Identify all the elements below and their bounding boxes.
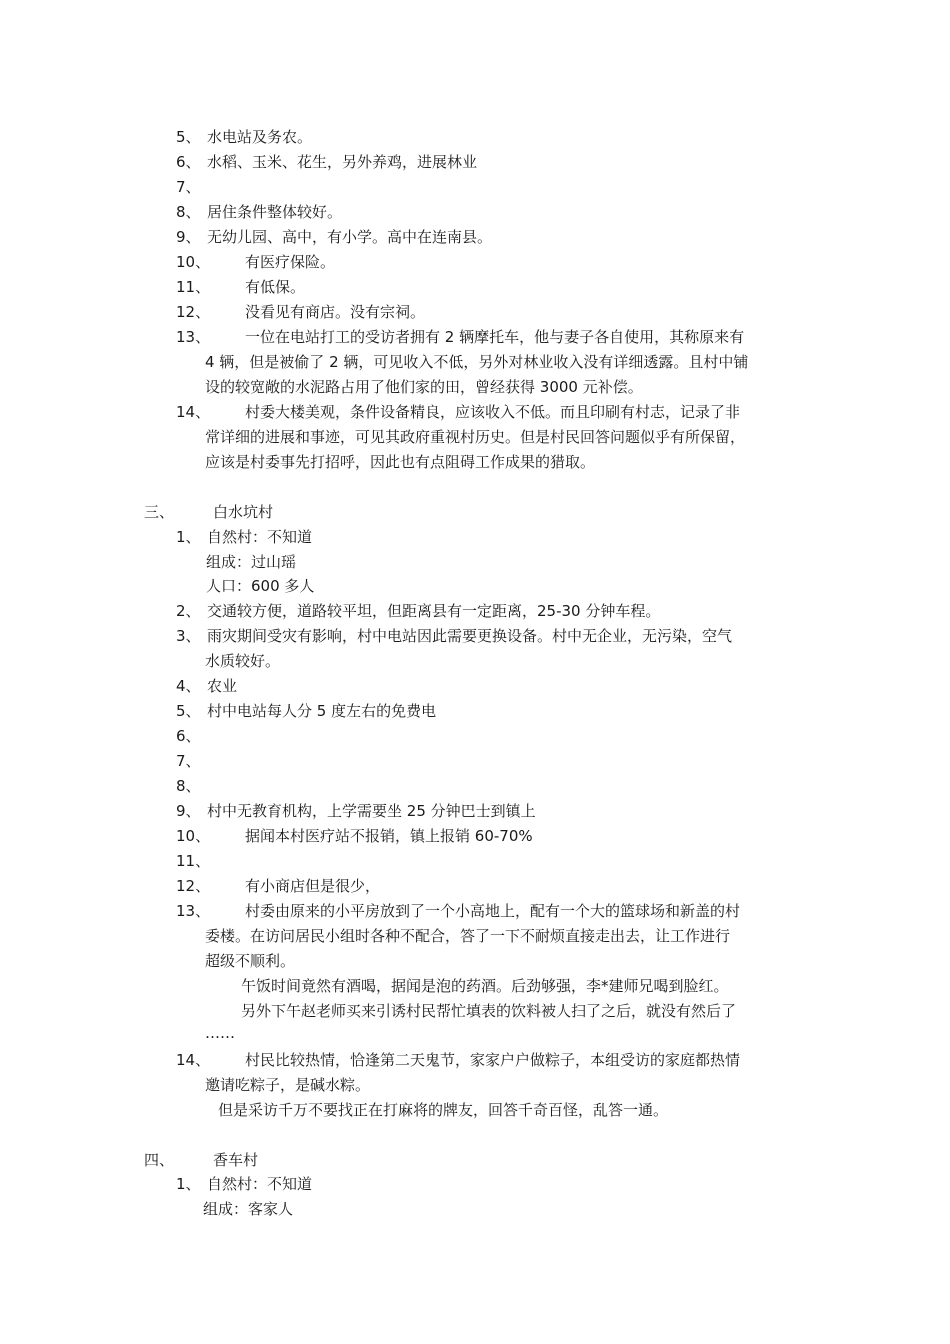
document-page: 5、 水电站及务农。 6、 水稻、玉米、花生，另外养鸡，进展林业 7、 8、 居住条件整体较好。 9、 无幼儿园、高中，有小学。高中在连南县。 10、 有医疗保险。 11、 有低保。 12、 没看见有商店。没有宗祠。 13、 一位在电站打工的受访者拥有 2 辆摩托车，他与妻子各自使用，其称原来有 4 辆，但是被偷了 2 辆，可见收入不低，另外对林业收入没有详细透露。且村中铺 设的较宽敞的水泥路占用了他们家的田，曾经获得 3000 元补偿。 14、 村委大楼美观，条件设备精良，应该收入不低。而且印刷有村志，记录了非 常详细的进展和事迹，可见其政府重视村历史。但是村民回答问题似乎有所保留， 应该是村委事先打招呼，因此也有点阻碍工作成果的猎取。 三、 白水坑村 1、 自然村：不知道 组成：过山瑶 人口：600 多人 2、 交通较方便，道路较平坦，但距离县有一定距离，25-30 分钟车程。 3、 雨灾期间受灾有影响，村中电站因此需要更换设备。村中无企业，无污染，空气 水质较好。 4、 农业 5、 村中电站每人分 5 度左右的免费电 6、 7、 8、 9、 村中无教育机构，上学需要坐 25 分钟巴士到镇上 10、 据闻本村医疗站不报销，镇上报销 60-70% 11、 12、 有小商店但是很少， 13、 村委由原来的小平房放到了一个小高地上，配有一个大的篮球场和新盖的村 委楼。在访问居民小组时各种不配合，答了一下不耐烦直接走出去，让工作进行 超级不顺利。 午饭时间竟然有酒喝，据闻是泡的药酒。后劲够强，李*建师兄喝到脸红。 另外下午赵老师买来引诱村民帮忙填表的饮料被人扫了之后，就没有然后了 …… 14、 村民比较热情，恰逢第二天鬼节，家家户户做粽子，本组受访的家庭都热情 邀请吃粽子，是碱水粽。 但是采访千万不要找正在打麻将的牌友，回答千奇百怪，乱答一通。 四、 香车村 1、 自然村：不知道 组成：客家人: [144, 128, 749, 1218]
